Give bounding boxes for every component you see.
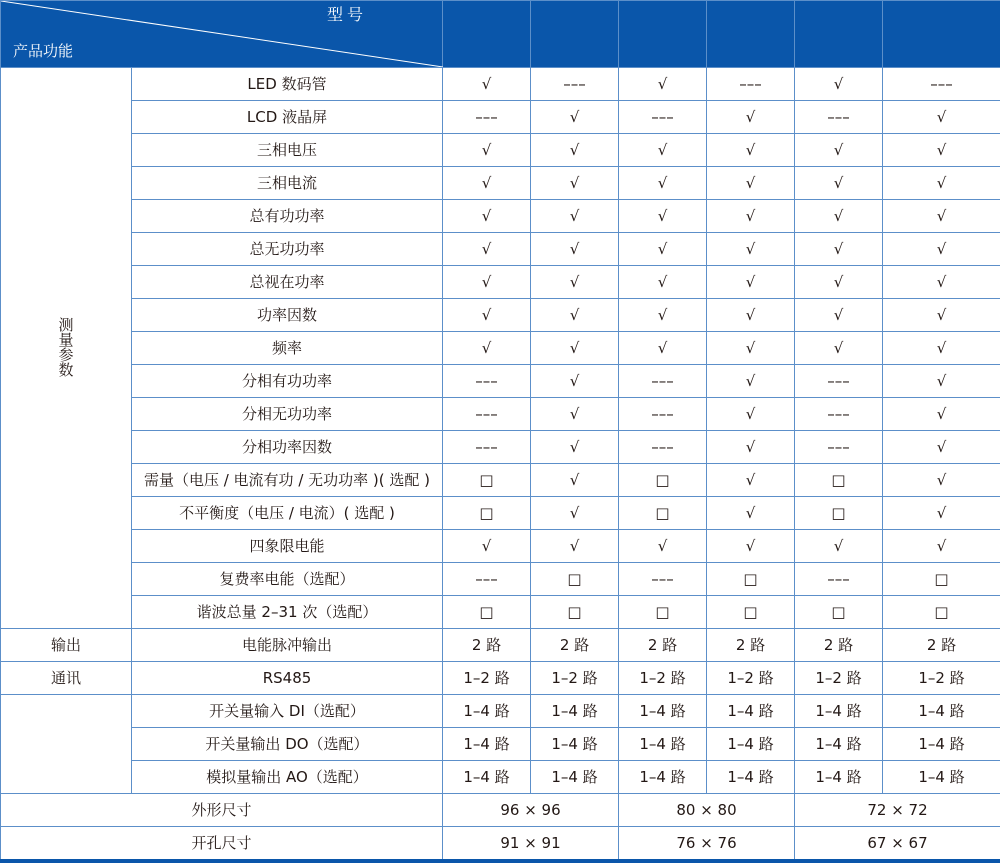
section-output: 输出 xyxy=(1,629,132,662)
support-cell: 1–4 路 xyxy=(707,695,795,728)
support-cell: 1–4 路 xyxy=(443,695,531,728)
model-header-cell xyxy=(443,1,531,68)
dimension-value: 80 × 80 xyxy=(619,794,795,827)
support-cell: √ xyxy=(707,497,795,530)
table-row xyxy=(1,68,1000,101)
support-cell: ––– xyxy=(443,365,531,398)
support-cell: ––– xyxy=(707,68,795,101)
support-cell: □ xyxy=(443,464,531,497)
support-cell: ––– xyxy=(795,365,883,398)
dimension-label: 开孔尺寸 xyxy=(1,827,443,862)
function-name: 分相有功功率 xyxy=(132,365,443,398)
support-cell: √ xyxy=(883,266,1000,299)
support-cell: √ xyxy=(443,332,531,365)
section-measure-label: 测量参数 xyxy=(57,318,75,378)
support-cell: 1–2 路 xyxy=(883,662,1000,695)
function-name: 模拟量输出 AO（选配） xyxy=(132,761,443,794)
support-cell: √ xyxy=(443,167,531,200)
support-cell: 1–4 路 xyxy=(619,728,707,761)
table-row xyxy=(1,431,1000,464)
support-cell: √ xyxy=(531,398,619,431)
support-cell: 1–4 路 xyxy=(531,728,619,761)
function-name: 三相电压 xyxy=(132,134,443,167)
dimension-value: 67 × 67 xyxy=(795,827,1000,862)
support-cell: ––– xyxy=(795,101,883,134)
support-cell: √ xyxy=(443,134,531,167)
support-cell: □ xyxy=(795,497,883,530)
function-name: LCD 液晶屏 xyxy=(132,101,443,134)
support-cell: □ xyxy=(795,464,883,497)
support-cell: ––– xyxy=(619,398,707,431)
support-cell: □ xyxy=(443,596,531,629)
function-header-label: 产品功能 xyxy=(13,44,73,59)
support-cell: √ xyxy=(883,497,1000,530)
support-cell: ––– xyxy=(443,431,531,464)
model-header-cell xyxy=(619,1,707,68)
support-cell: 1–4 路 xyxy=(795,695,883,728)
model-header-label: 型号 xyxy=(327,7,367,23)
function-name: 总无功功率 xyxy=(132,233,443,266)
table-row xyxy=(1,563,1000,596)
support-cell: 2 路 xyxy=(707,629,795,662)
dimension-label: 外形尺寸 xyxy=(1,794,443,827)
table-row xyxy=(1,662,1000,695)
dimension-value: 72 × 72 xyxy=(795,794,1000,827)
support-cell: √ xyxy=(707,332,795,365)
support-cell: 1–4 路 xyxy=(795,728,883,761)
support-cell: 1–2 路 xyxy=(619,662,707,695)
table-row xyxy=(1,266,1000,299)
support-cell: √ xyxy=(531,365,619,398)
support-cell: √ xyxy=(619,167,707,200)
support-cell: √ xyxy=(531,299,619,332)
dimension-value: 76 × 76 xyxy=(619,827,795,862)
support-cell: √ xyxy=(795,530,883,563)
support-cell: √ xyxy=(619,332,707,365)
support-cell: ––– xyxy=(795,398,883,431)
function-name: 频率 xyxy=(132,332,443,365)
table-row xyxy=(1,200,1000,233)
support-cell: √ xyxy=(707,299,795,332)
function-name: 三相电流 xyxy=(132,167,443,200)
dimension-row xyxy=(1,827,1000,862)
support-cell: √ xyxy=(795,167,883,200)
model-header-cell xyxy=(795,1,883,68)
table-row xyxy=(1,497,1000,530)
table-row xyxy=(1,464,1000,497)
support-cell: 2 路 xyxy=(443,629,531,662)
support-cell: √ xyxy=(883,233,1000,266)
header-corner-cell xyxy=(1,1,443,68)
support-cell: □ xyxy=(707,596,795,629)
support-cell: √ xyxy=(531,101,619,134)
section-comm: 通讯 xyxy=(1,662,132,695)
support-cell: 1–4 路 xyxy=(619,761,707,794)
support-cell: 1–2 路 xyxy=(443,662,531,695)
function-name: LED 数码管 xyxy=(132,68,443,101)
table-row xyxy=(1,530,1000,563)
support-cell: √ xyxy=(707,431,795,464)
support-cell: 2 路 xyxy=(883,629,1000,662)
support-cell: √ xyxy=(443,266,531,299)
support-cell: √ xyxy=(707,200,795,233)
support-cell: √ xyxy=(795,233,883,266)
support-cell: ––– xyxy=(883,68,1000,101)
support-cell: √ xyxy=(883,134,1000,167)
support-cell: □ xyxy=(619,596,707,629)
function-name: 分相功率因数 xyxy=(132,431,443,464)
support-cell: 2 路 xyxy=(795,629,883,662)
support-cell: √ xyxy=(707,233,795,266)
support-cell: 1–4 路 xyxy=(531,695,619,728)
support-cell: □ xyxy=(531,563,619,596)
support-cell: √ xyxy=(531,332,619,365)
support-cell: √ xyxy=(795,299,883,332)
support-cell: ––– xyxy=(443,398,531,431)
support-cell: √ xyxy=(707,134,795,167)
support-cell: √ xyxy=(531,497,619,530)
function-name: 四象限电能 xyxy=(132,530,443,563)
support-cell: √ xyxy=(883,332,1000,365)
model-header-cell xyxy=(707,1,795,68)
support-cell: 1–2 路 xyxy=(795,662,883,695)
support-cell: √ xyxy=(795,200,883,233)
function-name: 功率因数 xyxy=(132,299,443,332)
support-cell: √ xyxy=(707,365,795,398)
support-cell: ––– xyxy=(619,563,707,596)
support-cell: □ xyxy=(619,497,707,530)
support-cell: √ xyxy=(883,200,1000,233)
table-row xyxy=(1,332,1000,365)
support-cell: √ xyxy=(619,200,707,233)
function-name: 开关量输入 DI（选配） xyxy=(132,695,443,728)
support-cell: 1–4 路 xyxy=(883,761,1000,794)
support-cell: √ xyxy=(531,530,619,563)
support-cell: √ xyxy=(883,398,1000,431)
support-cell: √ xyxy=(531,266,619,299)
function-name: 复费率电能（选配） xyxy=(132,563,443,596)
table-row xyxy=(1,596,1000,629)
dimension-value: 91 × 91 xyxy=(443,827,619,862)
support-cell: √ xyxy=(619,266,707,299)
support-cell: √ xyxy=(883,365,1000,398)
support-cell: □ xyxy=(619,464,707,497)
table-row xyxy=(1,398,1000,431)
table-row xyxy=(1,695,1000,728)
support-cell: √ xyxy=(883,299,1000,332)
support-cell: √ xyxy=(795,266,883,299)
support-cell: □ xyxy=(883,596,1000,629)
function-name: 分相无功功率 xyxy=(132,398,443,431)
support-cell: ––– xyxy=(795,431,883,464)
support-cell: √ xyxy=(443,200,531,233)
support-cell: ––– xyxy=(619,101,707,134)
table-row xyxy=(1,761,1000,794)
support-cell: 1–4 路 xyxy=(619,695,707,728)
support-cell: 1–4 路 xyxy=(883,728,1000,761)
table-row xyxy=(1,728,1000,761)
support-cell: □ xyxy=(883,563,1000,596)
support-cell: √ xyxy=(443,233,531,266)
table-row xyxy=(1,167,1000,200)
support-cell: √ xyxy=(795,134,883,167)
support-cell: ––– xyxy=(443,563,531,596)
support-cell: √ xyxy=(619,134,707,167)
support-cell: √ xyxy=(443,299,531,332)
support-cell: 1–4 路 xyxy=(707,761,795,794)
support-cell: ––– xyxy=(619,431,707,464)
support-cell: √ xyxy=(531,233,619,266)
dimension-value: 96 × 96 xyxy=(443,794,619,827)
header-row xyxy=(1,1,1000,68)
support-cell: √ xyxy=(531,200,619,233)
support-cell: √ xyxy=(619,299,707,332)
support-cell: √ xyxy=(707,398,795,431)
support-cell: √ xyxy=(619,530,707,563)
table-row xyxy=(1,134,1000,167)
support-cell: √ xyxy=(795,332,883,365)
support-cell: √ xyxy=(531,167,619,200)
support-cell: ––– xyxy=(619,365,707,398)
table-row xyxy=(1,299,1000,332)
support-cell: √ xyxy=(883,431,1000,464)
support-cell: √ xyxy=(707,464,795,497)
function-name: 需量（电压 / 电流有功 / 无功功率 )( 选配 ) xyxy=(132,464,443,497)
support-cell: 1–2 路 xyxy=(531,662,619,695)
section-measure xyxy=(1,68,132,629)
support-cell: √ xyxy=(443,68,531,101)
support-cell: √ xyxy=(707,266,795,299)
section-io-empty xyxy=(1,695,132,794)
function-name: 总视在功率 xyxy=(132,266,443,299)
support-cell: ––– xyxy=(795,563,883,596)
support-cell: √ xyxy=(795,68,883,101)
support-cell: √ xyxy=(707,101,795,134)
support-cell: √ xyxy=(531,134,619,167)
function-name: 谐波总量 2–31 次（选配） xyxy=(132,596,443,629)
support-cell: □ xyxy=(707,563,795,596)
support-cell: √ xyxy=(619,233,707,266)
support-cell: 1–4 路 xyxy=(883,695,1000,728)
support-cell: □ xyxy=(443,497,531,530)
support-cell: √ xyxy=(883,530,1000,563)
support-cell: 1–4 路 xyxy=(443,728,531,761)
support-cell: √ xyxy=(707,530,795,563)
support-cell: √ xyxy=(707,167,795,200)
function-name: 开关量输出 DO（选配） xyxy=(132,728,443,761)
support-cell: 2 路 xyxy=(531,629,619,662)
support-cell: √ xyxy=(883,101,1000,134)
support-cell: □ xyxy=(795,596,883,629)
support-cell: 1–2 路 xyxy=(707,662,795,695)
support-cell: 1–4 路 xyxy=(795,761,883,794)
table-row xyxy=(1,629,1000,662)
function-name: 总有功功率 xyxy=(132,200,443,233)
table-row xyxy=(1,233,1000,266)
support-cell: √ xyxy=(883,167,1000,200)
support-cell: √ xyxy=(443,530,531,563)
support-cell: 1–4 路 xyxy=(531,761,619,794)
support-cell: √ xyxy=(531,464,619,497)
support-cell: √ xyxy=(531,431,619,464)
support-cell: 1–4 路 xyxy=(707,728,795,761)
support-cell: ––– xyxy=(443,101,531,134)
support-cell: √ xyxy=(883,464,1000,497)
model-header-cell xyxy=(883,1,1000,68)
support-cell: ––– xyxy=(531,68,619,101)
model-header-cell xyxy=(531,1,619,68)
support-cell: √ xyxy=(619,68,707,101)
table-row xyxy=(1,101,1000,134)
support-cell: 2 路 xyxy=(619,629,707,662)
dimension-row xyxy=(1,794,1000,827)
table-row xyxy=(1,365,1000,398)
support-cell: 1–4 路 xyxy=(443,761,531,794)
function-name: 电能脉冲输出 xyxy=(132,629,443,662)
function-name: RS485 xyxy=(132,662,443,695)
support-cell: □ xyxy=(531,596,619,629)
function-name: 不平衡度（电压 / 电流）( 选配 ) xyxy=(132,497,443,530)
